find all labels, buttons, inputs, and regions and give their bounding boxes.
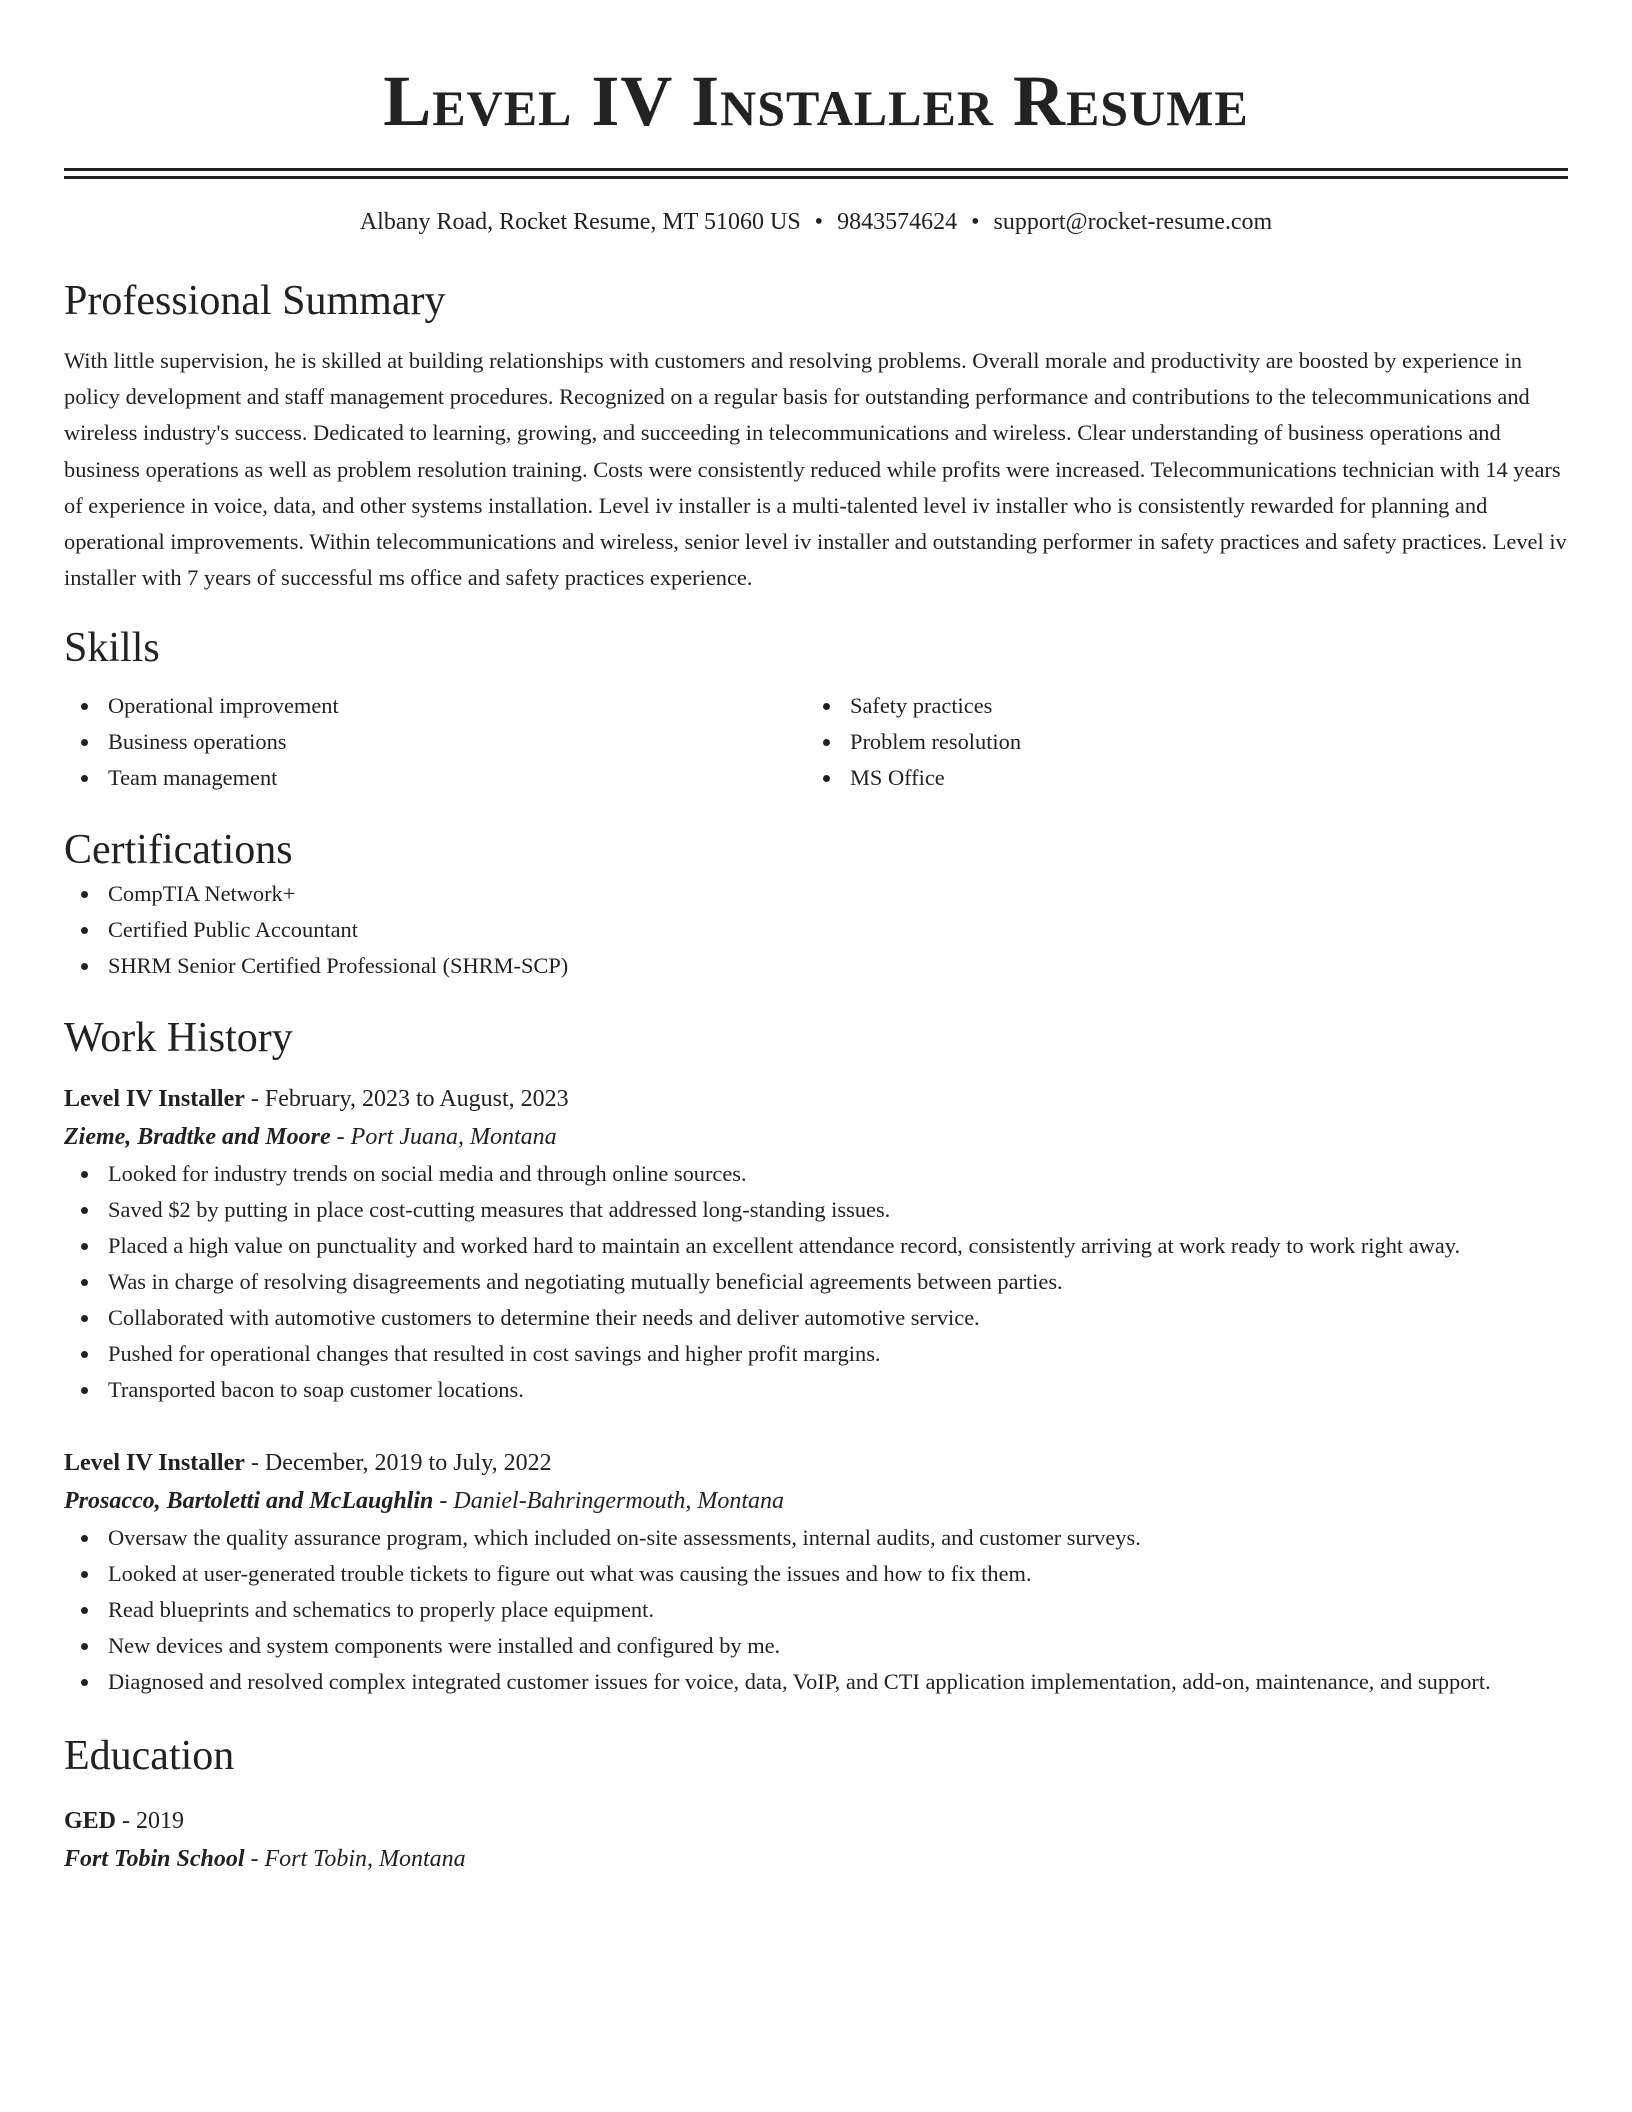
certification-item: SHRM Senior Certified Professional (SHRM-SCP): [64, 948, 1568, 984]
job-bullets: [64, 1156, 1568, 1408]
skill-item: Operational improvement: [64, 688, 806, 724]
job-company: Prosacco, Bartoletti and McLaughlin: [64, 1488, 434, 1515]
skill-item: Problem resolution: [806, 724, 1548, 760]
job-bullet: Looked for industry trends on social media and through online sources.: [64, 1156, 1568, 1192]
job-company-line: [64, 1118, 1568, 1156]
education-heading: Education: [64, 1733, 235, 1780]
skills-column-left: [64, 688, 806, 796]
contact-line: [64, 207, 1568, 237]
job-bullet: Transported bacon to soap customer locations.: [64, 1372, 1568, 1408]
job-bullet: Looked at user-generated trouble tickets to figure out what was causing the issues and how to fix them.: [64, 1556, 1568, 1592]
summary-text: With little supervision, he is skilled at building relationships with customers and resolving problems. Overall morale and productivity are boosted by experience in policy development and staff management procedures. Recognized on a regular basis for outstanding performance and contributions to the telecommunications and wireless industry's success. Dedicated to learning, growing, and succeeding in telecommunications and wireless. Clear understanding of business operations and business operations as well as problem resolution training. Costs were consistently reduced while profits were increased. Telecommunications technician with 14 years of experience in voice, data, and other systems installation. Level iv installer is a multi-talented level iv installer who is consistently rewarded for planning and operational improvements. Within telecommunications and wireless, senior level iv installer and outstanding performer in safety practices and safety practices. Level iv installer with 7 years of successful ms office and safety practices experience.: [64, 348, 1567, 591]
education-school-line: [64, 1840, 1568, 1878]
skill-item: Team management: [64, 760, 806, 796]
dash: -: [336, 1124, 345, 1151]
skills-column-right: [806, 688, 1548, 796]
job-bullet: New devices and system components were installed and configured by me.: [64, 1628, 1568, 1664]
job-company-line: [64, 1482, 1568, 1520]
education-degree-line: [64, 1802, 1568, 1840]
dash: -: [250, 1450, 259, 1477]
education-degree: GED: [64, 1808, 117, 1835]
contact-phone: 9843574624: [837, 209, 958, 235]
job-title: Level IV Installer: [64, 1086, 245, 1113]
job-bullet: Oversaw the quality assurance program, which included on-site assessments, internal audits, and customer surveys.: [64, 1520, 1568, 1556]
education-year: 2019: [136, 1808, 185, 1835]
education-location: Fort Tobin, Montana: [264, 1846, 466, 1873]
certifications-list: [64, 876, 1568, 984]
education-school: Fort Tobin School: [64, 1846, 245, 1873]
job-bullet: Diagnosed and resolved complex integrated customer issues for voice, data, VoIP, and CTI application implementation, add-on, maintenance, and support.: [64, 1664, 1568, 1700]
job-dates: February, 2023 to August, 2023: [264, 1086, 569, 1113]
job-location: Daniel-Bahringermouth, Montana: [453, 1488, 785, 1515]
contact-separator: •: [971, 209, 980, 235]
dash: -: [250, 1846, 259, 1873]
skills-list-right: [806, 688, 1548, 796]
dash: -: [250, 1086, 259, 1113]
contact-address: Albany Road, Rocket Resume, MT 51060 US: [359, 209, 801, 235]
certification-item: Certified Public Accountant: [64, 912, 1568, 948]
job-dates: December, 2019 to July, 2022: [264, 1450, 552, 1477]
skill-item: Business operations: [64, 724, 806, 760]
resume-title: Level IV Installer Resume: [383, 61, 1249, 141]
title-rule-bottom: [64, 176, 1568, 179]
job-bullet: Saved $2 by putting in place cost-cutting measures that addressed long-standing issues.: [64, 1192, 1568, 1228]
job-company: Zieme, Bradtke and Moore: [64, 1124, 331, 1151]
contact-email: support@rocket-resume.com: [993, 209, 1273, 235]
skill-item: MS Office: [806, 760, 1548, 796]
job-bullets: [64, 1520, 1568, 1700]
job-title-line: [64, 1080, 1568, 1118]
dash: -: [122, 1808, 131, 1835]
education-entry: [64, 1802, 1568, 1878]
skill-item: Safety practices: [806, 688, 1548, 724]
skills-heading: Skills: [64, 625, 160, 672]
job-bullet: Was in charge of resolving disagreements and negotiating mutually beneficial agreements between parties.: [64, 1264, 1568, 1300]
job-title: Level IV Installer: [64, 1450, 245, 1477]
certification-item: CompTIA Network+: [64, 876, 1568, 912]
dash: -: [439, 1488, 448, 1515]
job-bullet: Read blueprints and schematics to properly place equipment.: [64, 1592, 1568, 1628]
job-entry: [64, 1080, 1568, 1408]
job-entry: [64, 1444, 1568, 1700]
work-history-heading: Work History: [64, 1015, 293, 1062]
job-bullet: Placed a high value on punctuality and worked hard to maintain an excellent attendance record, consistently arriving at work ready to work right away.: [64, 1228, 1568, 1264]
job-location: Port Juana, Montana: [350, 1124, 557, 1151]
contact-separator: •: [814, 209, 824, 235]
title-rule-top: [64, 168, 1568, 171]
job-title-line: [64, 1444, 1568, 1482]
job-bullet: Pushed for operational changes that resulted in cost savings and higher profit margins.: [64, 1336, 1568, 1372]
job-bullet: Collaborated with automotive customers to determine their needs and deliver automotive service.: [64, 1300, 1568, 1336]
skills-grid: [64, 688, 1568, 796]
certifications-heading: Certifications: [64, 827, 293, 874]
summary-heading: Professional Summary: [64, 278, 446, 324]
skills-list-left: [64, 688, 806, 796]
